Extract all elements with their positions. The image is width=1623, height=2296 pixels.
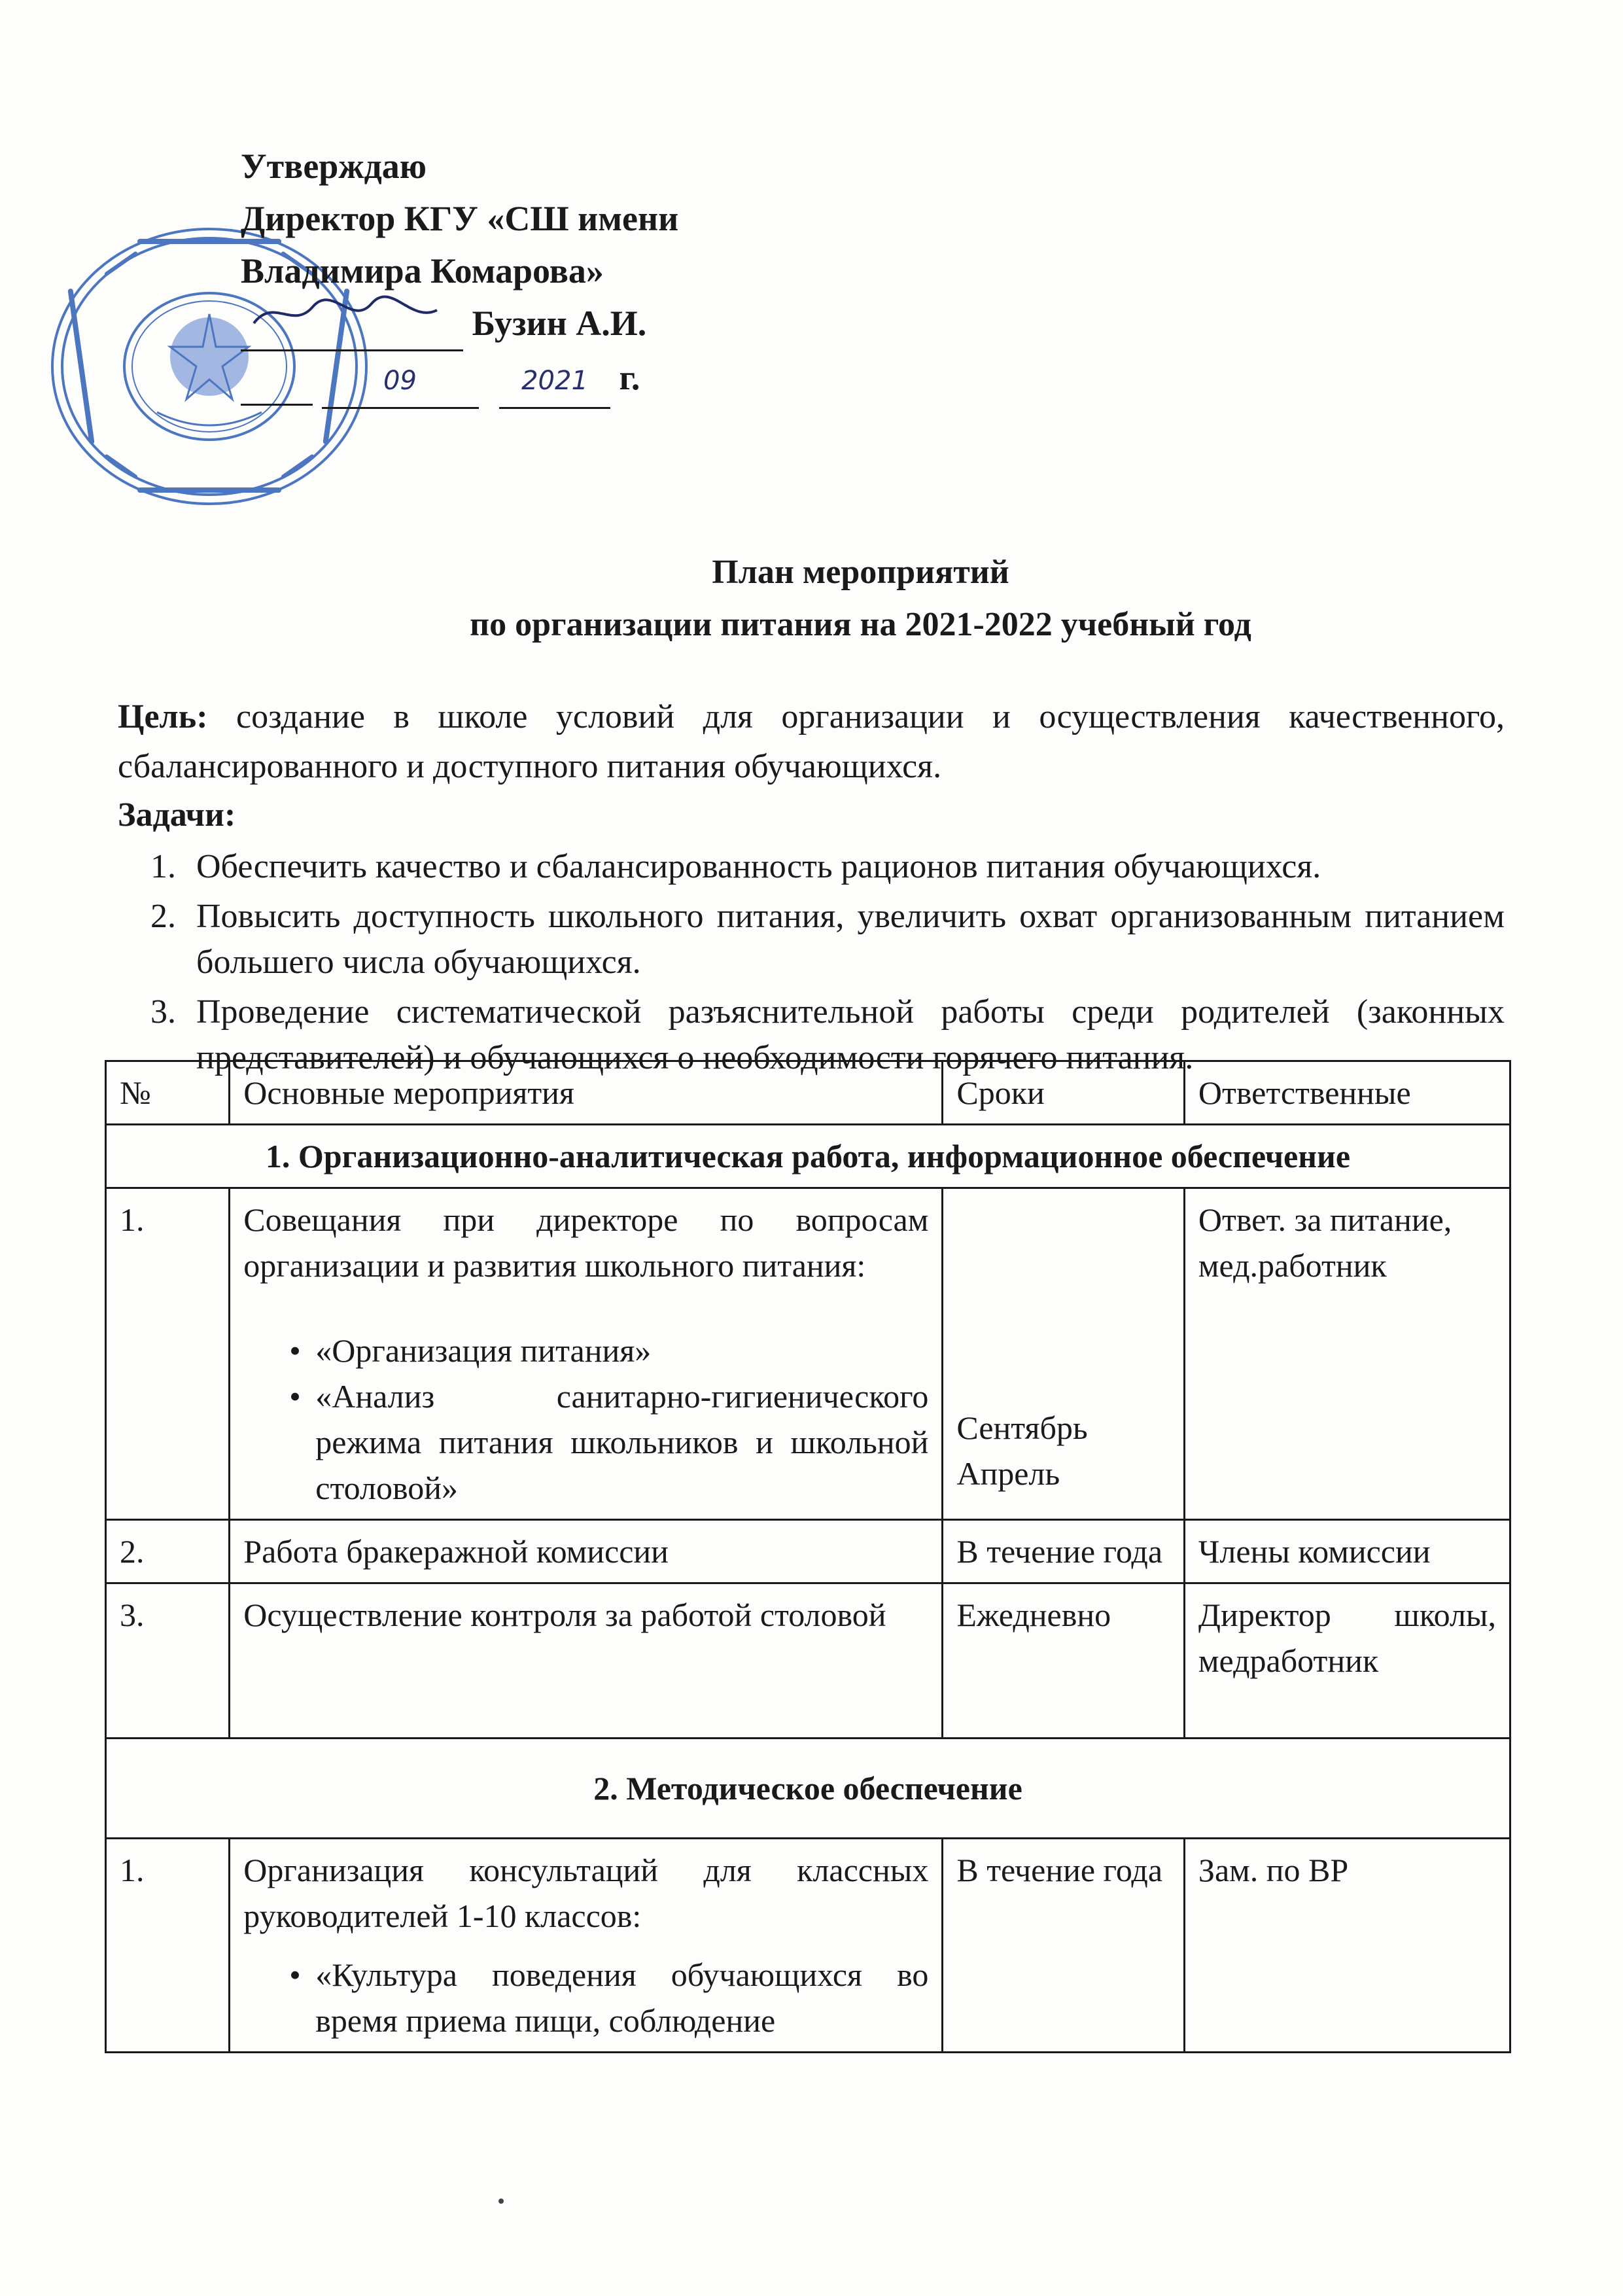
section-row-2 — [106, 1739, 1510, 1839]
row-term: Ежедневно — [943, 1583, 1185, 1739]
header-activities: Основные мероприятия — [230, 1061, 943, 1125]
header-number: № — [106, 1061, 230, 1125]
bullet-item: • «Анализ санитарно-гигиенического режима питания школьников и школьной столовой» — [243, 1373, 928, 1511]
term-line: Сентябрь — [956, 1409, 1088, 1446]
goal-label: Цель: — [118, 698, 208, 735]
approval-heading: Утверждаю — [241, 147, 427, 186]
section-title: 2. Методическое обеспечение — [106, 1739, 1510, 1839]
title-line-1: План мероприятий — [712, 554, 1009, 591]
activity-text: Организация консультаций для классных руководителей 1-10 классов: — [243, 1852, 929, 1934]
task-text: Проведение систематической разъяснительной работы среди родителей (законных представителей) и обучающихся о необходимости горячего питания. — [196, 993, 1505, 1076]
row-activity: Осуществление контроля за работой столовой — [230, 1583, 943, 1739]
section-title: 1. Организационно-аналитическая работа, информационное обеспечение — [106, 1125, 1510, 1188]
date-suffix: г. — [619, 358, 640, 397]
activity-text: Совещания при директоре по вопросам организации и развития школьного питания: — [243, 1201, 929, 1284]
goal-text: создание в школе условий для организации и осуществления качественного, сбалансированного и доступного питания обучающихся. — [118, 698, 1505, 785]
row-responsible: Директор школы, медработник — [1184, 1583, 1510, 1739]
task-text: Обеспечить качество и сбалансированность рационов питания обучающихся. — [196, 848, 1321, 885]
title-line-2: по организации питания на 2021-2022 учебный год — [470, 606, 1251, 643]
row-activity — [230, 1839, 943, 2053]
date-month: 09 — [383, 366, 417, 396]
row-responsible: Зам. по ВР — [1184, 1839, 1510, 2053]
row-activity: Работа бракеражной комиссии — [230, 1520, 943, 1583]
date-day-blank — [241, 351, 313, 406]
row-responsible: Ответ. за питание, мед.работник — [1184, 1188, 1510, 1520]
row-number: 2. — [106, 1520, 230, 1583]
row-number: 1. — [106, 1188, 230, 1520]
row-number: 1. — [106, 1839, 230, 2053]
approval-school-name: Владимира Комарова» — [241, 251, 604, 291]
header-terms: Сроки — [943, 1061, 1185, 1125]
page-mark — [498, 2199, 504, 2204]
table-header-row — [106, 1061, 1510, 1125]
task-item — [150, 894, 1505, 985]
task-text: Повысить доступность школьного питания, увеличить охват организованным питанием большего числа обучающихся. — [196, 898, 1505, 981]
date-year: 2021 — [521, 366, 588, 396]
date-month-field — [322, 351, 479, 409]
plan-table — [105, 1060, 1511, 2053]
activity-bullets — [243, 1952, 928, 2043]
signature-scribble-icon — [247, 291, 444, 336]
activity-bullets — [243, 1328, 928, 1511]
director-name: Бузин А.И. — [472, 304, 647, 343]
table-row — [106, 1839, 1510, 2053]
approval-date — [241, 351, 678, 409]
term-line: Апрель — [956, 1455, 1060, 1492]
approval-position: Директор КГУ «СШ имени — [241, 199, 679, 238]
table-row — [106, 1188, 1510, 1520]
task-number: 1. — [150, 848, 176, 885]
row-term: В течение года — [943, 1520, 1185, 1583]
header-responsible: Ответственные — [1184, 1061, 1510, 1125]
tasks-label: Задачи: — [118, 796, 236, 834]
date-year-field — [499, 351, 610, 409]
document-title — [0, 546, 1623, 651]
bullet-item: • «Организация питания» — [243, 1328, 928, 1373]
row-number: 3. — [106, 1583, 230, 1739]
row-term — [943, 1188, 1185, 1520]
approval-block — [241, 140, 678, 409]
tasks-list — [150, 844, 1505, 1085]
task-number: 3. — [150, 993, 176, 1031]
signature-line — [241, 297, 678, 351]
bullet-item: • «Культура поведения обучающихся во время приема пищи, соблюдение — [243, 1952, 928, 2043]
goal-paragraph — [118, 692, 1505, 792]
task-number: 2. — [150, 898, 176, 935]
task-item — [150, 844, 1505, 890]
row-term: В течение года — [943, 1839, 1185, 2053]
table-row — [106, 1520, 1510, 1583]
section-row-1 — [106, 1125, 1510, 1188]
handwritten-signature — [241, 297, 463, 351]
row-activity — [230, 1188, 943, 1520]
row-responsible: Члены комиссии — [1184, 1520, 1510, 1583]
table-row — [106, 1583, 1510, 1739]
